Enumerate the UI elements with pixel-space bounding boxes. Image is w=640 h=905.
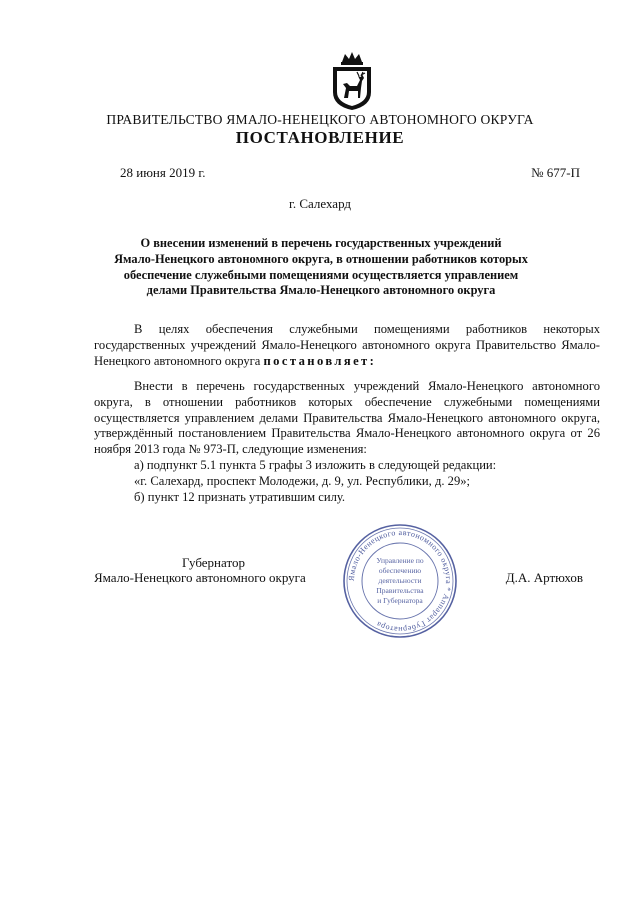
document-type: ПОСТАНОВЛЕНИЕ (235, 128, 405, 147)
seal-center-line: Управление по (376, 556, 424, 565)
title-line: Ямало-Ненецкого автономного округа, в отношении работников которых (114, 251, 528, 266)
seal-ring-text: Ямало-Ненецкого автономного округа * Аппарат Губернатора (346, 527, 454, 635)
document-title (85, 236, 557, 299)
yanao-coat-of-arms-icon (327, 50, 377, 112)
main-text: Внести в перечень государственных учреждений Ямало-Ненецкого автономного округа, в отношении работников которых обеспечение служебными помещениями осуществляется управлением делами Правительства Ямало-Ненецкого автономного округа, утверждённый постановлением Правительства Ямало-Ненецкого автономного округа от 26 ноября 2013 года № 973-П, следующие изменения: (94, 379, 600, 457)
seal-center-line: обеспечению (378, 566, 422, 575)
item-a-quote: «г. Салехард, проспект Молодежи, д. 9, ул. Республики, д. 29»; (134, 473, 471, 488)
preamble-text: В целях обеспечения служебными помещениями работников некоторых государственных учреждений Ямало-Ненецкого автономного округа Правительство Ямало-Ненецкого автономного округа (94, 322, 600, 368)
signatory-name: Д.А. Артюхов (505, 570, 583, 585)
document-number: № 677-П (531, 165, 580, 180)
title-line: О внесении изменений в перечень государственных учреждений (140, 236, 502, 250)
main-paragraph (94, 379, 600, 505)
seal-center-line: деятельности (378, 576, 422, 585)
seal-center-line: Правительства (376, 586, 424, 595)
signatory-org: Ямало-Ненецкого автономного округа (94, 570, 306, 585)
item-b: б) пункт 12 признать утратившим силу. (134, 489, 346, 504)
title-line: обеспечение служебными помещениями осуществляется управлением (123, 267, 519, 282)
decree-verb: постановляет: (263, 353, 377, 368)
organization-title: ПРАВИТЕЛЬСТВО ЯМАЛО-НЕНЕЦКОГО АВТОНОМНОГО ОКРУГА (106, 112, 534, 127)
seal-center-line: и Губернатора (377, 596, 423, 605)
official-seal-icon (342, 523, 458, 639)
document-city: г. Салехард (288, 196, 352, 211)
signatory-title: Губернатор (182, 555, 245, 570)
document-date: 28 июня 2019 г. (120, 165, 206, 180)
item-a: а) подпункт 5.1 пункта 5 графы 3 изложить в следующей редакции: (134, 457, 497, 472)
preamble-paragraph (94, 322, 600, 369)
title-line: делами Правительства Ямало-Ненецкого автономного округа (146, 283, 496, 298)
